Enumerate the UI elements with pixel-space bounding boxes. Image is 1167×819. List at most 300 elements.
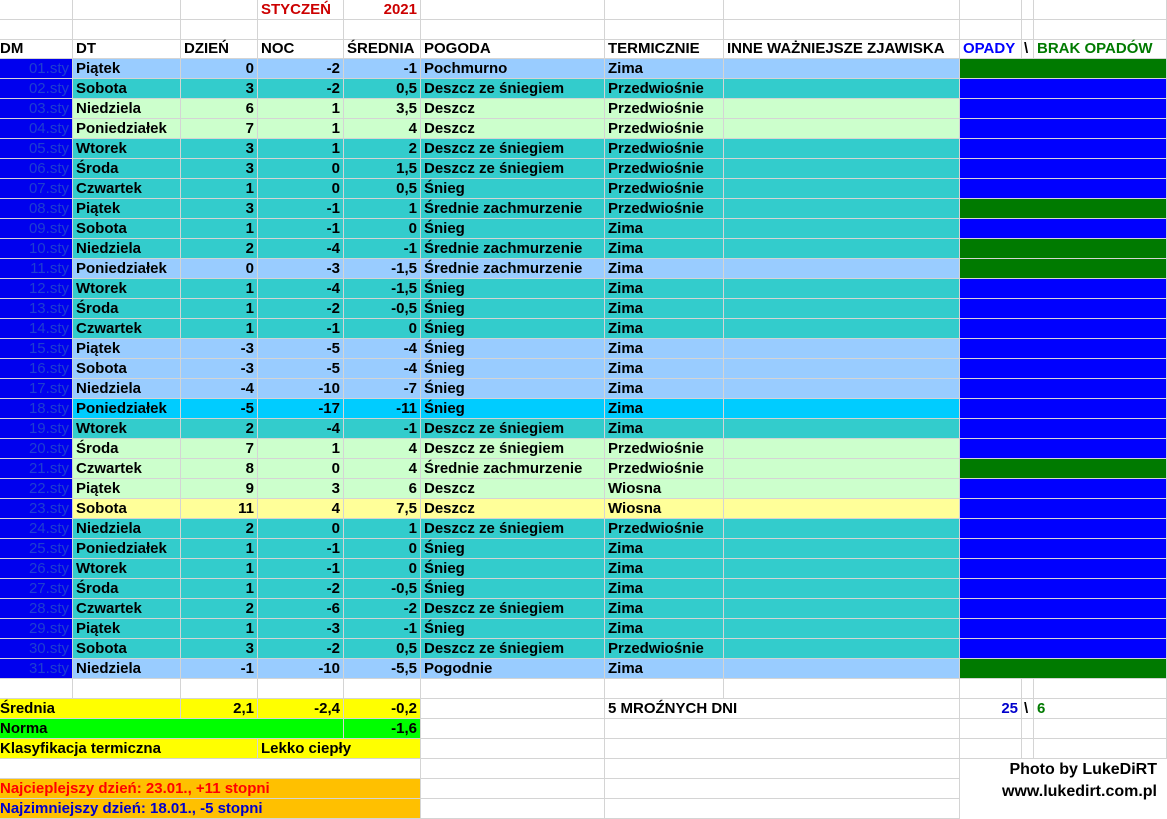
cell-weather[interactable]: Deszcz ze śniegiem: [421, 79, 605, 99]
cell-night[interactable]: -1: [258, 559, 344, 579]
header-weather[interactable]: POGODA: [421, 39, 605, 59]
cell-dt[interactable]: Sobota: [73, 639, 181, 659]
cell-dm[interactable]: 26.sty: [0, 559, 73, 579]
cell-day[interactable]: 0: [181, 259, 258, 279]
precip-indicator[interactable]: [960, 359, 1167, 379]
cell-dt[interactable]: Niedziela: [73, 519, 181, 539]
cell-dm[interactable]: 27.sty: [0, 579, 73, 599]
cell-dm[interactable]: 09.sty: [0, 219, 73, 239]
cell-avg[interactable]: 0,5: [344, 639, 421, 659]
cell-other[interactable]: [724, 399, 960, 419]
cell-other[interactable]: [724, 299, 960, 319]
cell-avg[interactable]: 0: [344, 559, 421, 579]
cell-avg[interactable]: -11: [344, 399, 421, 419]
year-title[interactable]: 2021: [344, 0, 421, 20]
cell-day[interactable]: 11: [181, 499, 258, 519]
cell-dt[interactable]: Sobota: [73, 79, 181, 99]
cell-weather[interactable]: Pochmurno: [421, 59, 605, 79]
cell-night[interactable]: -6: [258, 599, 344, 619]
cell[interactable]: [605, 799, 960, 819]
cell-thermal[interactable]: Przedwiośnie: [605, 179, 724, 199]
cell-night[interactable]: -5: [258, 359, 344, 379]
cell-thermal[interactable]: Przedwiośnie: [605, 439, 724, 459]
cell-other[interactable]: [724, 419, 960, 439]
cell-avg[interactable]: -1,5: [344, 279, 421, 299]
cell-dt[interactable]: Środa: [73, 579, 181, 599]
cell-day[interactable]: 3: [181, 139, 258, 159]
cell-other[interactable]: [724, 559, 960, 579]
cell-dm[interactable]: 19.sty: [0, 419, 73, 439]
cell[interactable]: [181, 20, 258, 40]
cell-other[interactable]: [724, 159, 960, 179]
cell-avg[interactable]: 0: [344, 219, 421, 239]
cell-thermal[interactable]: Przedwiośnie: [605, 459, 724, 479]
cell-avg[interactable]: 1: [344, 199, 421, 219]
classification-value[interactable]: Lekko ciepły: [258, 739, 421, 759]
precip-indicator[interactable]: [960, 539, 1167, 559]
cell-dt[interactable]: Środa: [73, 439, 181, 459]
cell-avg[interactable]: -4: [344, 339, 421, 359]
cell-night[interactable]: -2: [258, 299, 344, 319]
cell-night[interactable]: -2: [258, 59, 344, 79]
cell-other[interactable]: [724, 459, 960, 479]
cell[interactable]: [605, 759, 960, 779]
cell-night[interactable]: -17: [258, 399, 344, 419]
cell-avg[interactable]: -4: [344, 359, 421, 379]
cell-dt[interactable]: Piątek: [73, 59, 181, 79]
cell-thermal[interactable]: Przedwiośnie: [605, 99, 724, 119]
cell[interactable]: [421, 679, 605, 699]
cell[interactable]: [421, 739, 605, 759]
cell-weather[interactable]: Deszcz: [421, 99, 605, 119]
cell-avg[interactable]: 4: [344, 119, 421, 139]
cell-day[interactable]: 1: [181, 179, 258, 199]
precip-indicator[interactable]: [960, 579, 1167, 599]
cell-night[interactable]: -4: [258, 239, 344, 259]
cell-thermal[interactable]: Zima: [605, 399, 724, 419]
average-mean[interactable]: -0,2: [344, 699, 421, 719]
cell-thermal[interactable]: Przedwiośnie: [605, 159, 724, 179]
precip-indicator[interactable]: [960, 319, 1167, 339]
cell[interactable]: [421, 759, 605, 779]
cell-thermal[interactable]: Przedwiośnie: [605, 139, 724, 159]
header-dt[interactable]: DT: [73, 39, 181, 59]
cell-avg[interactable]: 4: [344, 459, 421, 479]
cell-other[interactable]: [724, 259, 960, 279]
precip-indicator[interactable]: [960, 119, 1167, 139]
precip-indicator[interactable]: [960, 219, 1167, 239]
cell-avg[interactable]: -5,5: [344, 659, 421, 679]
cell-day[interactable]: 1: [181, 579, 258, 599]
cell-dt[interactable]: Poniedziałek: [73, 119, 181, 139]
cell-other[interactable]: [724, 79, 960, 99]
cell[interactable]: [1022, 0, 1034, 20]
precip-indicator[interactable]: [960, 279, 1167, 299]
cell-thermal[interactable]: Wiosna: [605, 479, 724, 499]
cell[interactable]: [605, 679, 724, 699]
header-night[interactable]: NOC: [258, 39, 344, 59]
precip-indicator[interactable]: [960, 519, 1167, 539]
cell[interactable]: [0, 759, 421, 779]
norm-label[interactable]: Norma: [0, 719, 344, 739]
cell-thermal[interactable]: Zima: [605, 359, 724, 379]
no-precip-indicator[interactable]: [960, 259, 1167, 279]
cell[interactable]: [73, 0, 181, 20]
cell-other[interactable]: [724, 219, 960, 239]
cell[interactable]: [421, 0, 605, 20]
cell-day[interactable]: 3: [181, 79, 258, 99]
cell-weather[interactable]: Śnieg: [421, 579, 605, 599]
cell-weather[interactable]: Pogodnie: [421, 659, 605, 679]
precip-indicator[interactable]: [960, 619, 1167, 639]
cell-thermal[interactable]: Zima: [605, 559, 724, 579]
cell[interactable]: [960, 739, 1022, 759]
cell-dm[interactable]: 06.sty: [0, 159, 73, 179]
cell-night[interactable]: -2: [258, 579, 344, 599]
precip-indicator[interactable]: [960, 559, 1167, 579]
cell[interactable]: [181, 0, 258, 20]
header-day[interactable]: DZIEŃ: [181, 39, 258, 59]
cell-day[interactable]: -5: [181, 399, 258, 419]
cell[interactable]: [421, 20, 605, 40]
cell-dt[interactable]: Piątek: [73, 199, 181, 219]
cell[interactable]: [1022, 739, 1034, 759]
cell-dt[interactable]: Wtorek: [73, 559, 181, 579]
cell-thermal[interactable]: Zima: [605, 539, 724, 559]
no-precip-indicator[interactable]: [960, 659, 1167, 679]
summary-sep[interactable]: \: [1022, 699, 1034, 719]
cell[interactable]: [421, 719, 605, 739]
cell-other[interactable]: [724, 179, 960, 199]
cell-day[interactable]: 3: [181, 199, 258, 219]
header-thermal[interactable]: TERMICZNIE: [605, 39, 724, 59]
cell-dm[interactable]: 23.sty: [0, 499, 73, 519]
header-noprecip[interactable]: BRAK OPADÓW: [1034, 39, 1167, 59]
cell-day[interactable]: 2: [181, 519, 258, 539]
cell[interactable]: [1022, 679, 1034, 699]
cell-dt[interactable]: Środa: [73, 159, 181, 179]
cell-dt[interactable]: Poniedziałek: [73, 399, 181, 419]
cell-dm[interactable]: 05.sty: [0, 139, 73, 159]
cell[interactable]: [605, 779, 960, 799]
cell-day[interactable]: 8: [181, 459, 258, 479]
no-precip-indicator[interactable]: [960, 59, 1167, 79]
average-night[interactable]: -2,4: [258, 699, 344, 719]
cell-weather[interactable]: Śnieg: [421, 279, 605, 299]
cell[interactable]: [0, 679, 73, 699]
cell-other[interactable]: [724, 359, 960, 379]
cell[interactable]: [344, 20, 421, 40]
cell[interactable]: [724, 0, 960, 20]
coldest-day[interactable]: Najzimniejszy dzień: 18.01., -5 stopni: [0, 799, 421, 819]
cell-thermal[interactable]: Przedwiośnie: [605, 519, 724, 539]
cell-weather[interactable]: Śnieg: [421, 399, 605, 419]
cell-day[interactable]: 1: [181, 299, 258, 319]
cell-other[interactable]: [724, 619, 960, 639]
cell-thermal[interactable]: Przedwiośnie: [605, 199, 724, 219]
cell-weather[interactable]: Deszcz ze śniegiem: [421, 639, 605, 659]
cell[interactable]: [0, 0, 73, 20]
cell[interactable]: [0, 20, 73, 40]
cell-dm[interactable]: 13.sty: [0, 299, 73, 319]
cell-day[interactable]: -4: [181, 379, 258, 399]
cell-avg[interactable]: 1,5: [344, 159, 421, 179]
cell-dt[interactable]: Niedziela: [73, 239, 181, 259]
cell-day[interactable]: 3: [181, 159, 258, 179]
cell-night[interactable]: 1: [258, 439, 344, 459]
average-day[interactable]: 2,1: [181, 699, 258, 719]
precip-indicator[interactable]: [960, 639, 1167, 659]
cell-other[interactable]: [724, 499, 960, 519]
cell-day[interactable]: 2: [181, 239, 258, 259]
cell-dm[interactable]: 12.sty: [0, 279, 73, 299]
cell-dt[interactable]: Niedziela: [73, 99, 181, 119]
cell-thermal[interactable]: Zima: [605, 339, 724, 359]
cell-other[interactable]: [724, 519, 960, 539]
cell-dm[interactable]: 14.sty: [0, 319, 73, 339]
cell[interactable]: [960, 0, 1022, 20]
norm-value[interactable]: -1,6: [344, 719, 421, 739]
cell[interactable]: [73, 20, 181, 40]
cell-avg[interactable]: -7: [344, 379, 421, 399]
cell-night[interactable]: 0: [258, 159, 344, 179]
precip-indicator[interactable]: [960, 599, 1167, 619]
classification-label[interactable]: Klasyfikacja termiczna: [0, 739, 258, 759]
cell-night[interactable]: 4: [258, 499, 344, 519]
cell[interactable]: [605, 20, 724, 40]
cell-avg[interactable]: -1: [344, 59, 421, 79]
precip-days-count[interactable]: 25: [960, 699, 1022, 719]
cell-other[interactable]: [724, 319, 960, 339]
cell-night[interactable]: 0: [258, 519, 344, 539]
cell-other[interactable]: [724, 339, 960, 359]
cell-dm[interactable]: 07.sty: [0, 179, 73, 199]
cell-avg[interactable]: 0: [344, 539, 421, 559]
cell-weather[interactable]: Deszcz: [421, 499, 605, 519]
cell[interactable]: [258, 20, 344, 40]
cell-dm[interactable]: 03.sty: [0, 99, 73, 119]
cell-dm[interactable]: 10.sty: [0, 239, 73, 259]
cell-day[interactable]: -3: [181, 339, 258, 359]
precip-indicator[interactable]: [960, 399, 1167, 419]
cell-thermal[interactable]: Zima: [605, 619, 724, 639]
cell-thermal[interactable]: Zima: [605, 299, 724, 319]
cell-weather[interactable]: Średnie zachmurzenie: [421, 239, 605, 259]
cell-night[interactable]: -10: [258, 659, 344, 679]
cell-dt[interactable]: Niedziela: [73, 379, 181, 399]
cell-other[interactable]: [724, 139, 960, 159]
header-other[interactable]: INNE WAŻNIEJSZE ZJAWISKA: [724, 39, 960, 59]
cell-other[interactable]: [724, 599, 960, 619]
cell-day[interactable]: 6: [181, 99, 258, 119]
month-title[interactable]: STYCZEŃ: [258, 0, 344, 20]
precip-indicator[interactable]: [960, 299, 1167, 319]
cell-night[interactable]: -1: [258, 319, 344, 339]
cell-dt[interactable]: Wtorek: [73, 279, 181, 299]
cell[interactable]: [724, 679, 960, 699]
precip-indicator[interactable]: [960, 379, 1167, 399]
cell-day[interactable]: 3: [181, 639, 258, 659]
cell-dm[interactable]: 30.sty: [0, 639, 73, 659]
cell-night[interactable]: -2: [258, 639, 344, 659]
cell-other[interactable]: [724, 59, 960, 79]
cell-weather[interactable]: Średnie zachmurzenie: [421, 259, 605, 279]
precip-indicator[interactable]: [960, 439, 1167, 459]
cell-thermal[interactable]: Zima: [605, 239, 724, 259]
cell-avg[interactable]: 0: [344, 319, 421, 339]
cell-dm[interactable]: 01.sty: [0, 59, 73, 79]
cell[interactable]: [258, 679, 344, 699]
precip-indicator[interactable]: [960, 79, 1167, 99]
cell-other[interactable]: [724, 439, 960, 459]
cell[interactable]: [605, 0, 724, 20]
cell-night[interactable]: 1: [258, 99, 344, 119]
cell-dt[interactable]: Piątek: [73, 339, 181, 359]
cell-other[interactable]: [724, 279, 960, 299]
cell-weather[interactable]: Deszcz ze śniegiem: [421, 419, 605, 439]
cell-other[interactable]: [724, 239, 960, 259]
cell-avg[interactable]: 7,5: [344, 499, 421, 519]
cell-night[interactable]: 1: [258, 119, 344, 139]
cell-night[interactable]: 0: [258, 459, 344, 479]
cell-weather[interactable]: Deszcz: [421, 119, 605, 139]
cell-night[interactable]: -5: [258, 339, 344, 359]
cell-thermal[interactable]: Wiosna: [605, 499, 724, 519]
cell-other[interactable]: [724, 539, 960, 559]
cell-night[interactable]: -1: [258, 219, 344, 239]
cell[interactable]: [421, 779, 605, 799]
cell-other[interactable]: [724, 639, 960, 659]
cell-night[interactable]: -4: [258, 279, 344, 299]
cell-dm[interactable]: 16.sty: [0, 359, 73, 379]
precip-indicator[interactable]: [960, 499, 1167, 519]
frost-days[interactable]: 5 MROŹNYCH DNI: [605, 699, 960, 719]
cell[interactable]: [421, 799, 605, 819]
precip-indicator[interactable]: [960, 419, 1167, 439]
cell-dm[interactable]: 29.sty: [0, 619, 73, 639]
cell-weather[interactable]: Śnieg: [421, 559, 605, 579]
cell-day[interactable]: -3: [181, 359, 258, 379]
cell-weather[interactable]: Deszcz ze śniegiem: [421, 139, 605, 159]
cell-dm[interactable]: 02.sty: [0, 79, 73, 99]
precip-indicator[interactable]: [960, 99, 1167, 119]
cell-weather[interactable]: Śnieg: [421, 619, 605, 639]
cell-dt[interactable]: Czwartek: [73, 179, 181, 199]
cell-weather[interactable]: Śnieg: [421, 539, 605, 559]
cell-thermal[interactable]: Zima: [605, 599, 724, 619]
cell-thermal[interactable]: Przedwiośnie: [605, 79, 724, 99]
header-dm[interactable]: DM: [0, 39, 73, 59]
cell-other[interactable]: [724, 379, 960, 399]
cell-thermal[interactable]: Zima: [605, 59, 724, 79]
cell[interactable]: [960, 20, 1022, 40]
cell-night[interactable]: -3: [258, 259, 344, 279]
cell-avg[interactable]: 1: [344, 519, 421, 539]
average-label[interactable]: Średnia: [0, 699, 181, 719]
cell-dt[interactable]: Wtorek: [73, 139, 181, 159]
cell-dm[interactable]: 21.sty: [0, 459, 73, 479]
cell-day[interactable]: 7: [181, 119, 258, 139]
cell-avg[interactable]: 0,5: [344, 79, 421, 99]
header-sep[interactable]: \: [1022, 39, 1034, 59]
cell-weather[interactable]: Średnie zachmurzenie: [421, 459, 605, 479]
cell-weather[interactable]: Deszcz ze śniegiem: [421, 439, 605, 459]
cell-night[interactable]: -2: [258, 79, 344, 99]
cell-night[interactable]: 3: [258, 479, 344, 499]
cell-dm[interactable]: 20.sty: [0, 439, 73, 459]
cell-dt[interactable]: Środa: [73, 299, 181, 319]
cell-dt[interactable]: Czwartek: [73, 319, 181, 339]
cell-thermal[interactable]: Zima: [605, 419, 724, 439]
cell-dt[interactable]: Czwartek: [73, 599, 181, 619]
cell-dm[interactable]: 11.sty: [0, 259, 73, 279]
cell-day[interactable]: 1: [181, 619, 258, 639]
cell-weather[interactable]: Śnieg: [421, 319, 605, 339]
cell-thermal[interactable]: Zima: [605, 659, 724, 679]
cell[interactable]: [960, 679, 1022, 699]
cell-night[interactable]: -1: [258, 199, 344, 219]
cell-weather[interactable]: Śnieg: [421, 379, 605, 399]
header-precip[interactable]: OPADY: [960, 39, 1022, 59]
cell-day[interactable]: 1: [181, 279, 258, 299]
cell-night[interactable]: -3: [258, 619, 344, 639]
cell-day[interactable]: 2: [181, 419, 258, 439]
cell-avg[interactable]: -1: [344, 619, 421, 639]
cell-day[interactable]: 7: [181, 439, 258, 459]
cell[interactable]: [605, 719, 960, 739]
cell-dt[interactable]: Poniedziałek: [73, 539, 181, 559]
precip-indicator[interactable]: [960, 479, 1167, 499]
cell-weather[interactable]: Deszcz ze śniegiem: [421, 599, 605, 619]
cell-avg[interactable]: 4: [344, 439, 421, 459]
cell-avg[interactable]: 3,5: [344, 99, 421, 119]
cell-other[interactable]: [724, 119, 960, 139]
cell-day[interactable]: 1: [181, 319, 258, 339]
cell-dt[interactable]: Sobota: [73, 359, 181, 379]
cell-weather[interactable]: Śnieg: [421, 219, 605, 239]
cell-weather[interactable]: Deszcz: [421, 479, 605, 499]
cell-dm[interactable]: 25.sty: [0, 539, 73, 559]
cell-dt[interactable]: Wtorek: [73, 419, 181, 439]
cell-dm[interactable]: 18.sty: [0, 399, 73, 419]
cell-thermal[interactable]: Zima: [605, 219, 724, 239]
cell-avg[interactable]: -0,5: [344, 299, 421, 319]
cell-night[interactable]: -1: [258, 539, 344, 559]
cell-weather[interactable]: Śnieg: [421, 299, 605, 319]
cell[interactable]: [960, 719, 1022, 739]
cell[interactable]: [1034, 719, 1167, 739]
cell-dm[interactable]: 17.sty: [0, 379, 73, 399]
cell-dt[interactable]: Sobota: [73, 219, 181, 239]
no-precip-indicator[interactable]: [960, 459, 1167, 479]
cell-dm[interactable]: 31.sty: [0, 659, 73, 679]
cell-day[interactable]: 9: [181, 479, 258, 499]
cell-thermal[interactable]: Zima: [605, 259, 724, 279]
cell-dt[interactable]: Sobota: [73, 499, 181, 519]
cell[interactable]: [605, 739, 960, 759]
cell-night[interactable]: 0: [258, 179, 344, 199]
cell-avg[interactable]: 2: [344, 139, 421, 159]
cell[interactable]: [1034, 0, 1167, 20]
cell-dt[interactable]: Niedziela: [73, 659, 181, 679]
cell-avg[interactable]: -1: [344, 419, 421, 439]
no-precip-indicator[interactable]: [960, 239, 1167, 259]
cell-dm[interactable]: 08.sty: [0, 199, 73, 219]
cell-thermal[interactable]: Przedwiośnie: [605, 639, 724, 659]
cell-avg[interactable]: -2: [344, 599, 421, 619]
cell-other[interactable]: [724, 479, 960, 499]
cell-dm[interactable]: 15.sty: [0, 339, 73, 359]
